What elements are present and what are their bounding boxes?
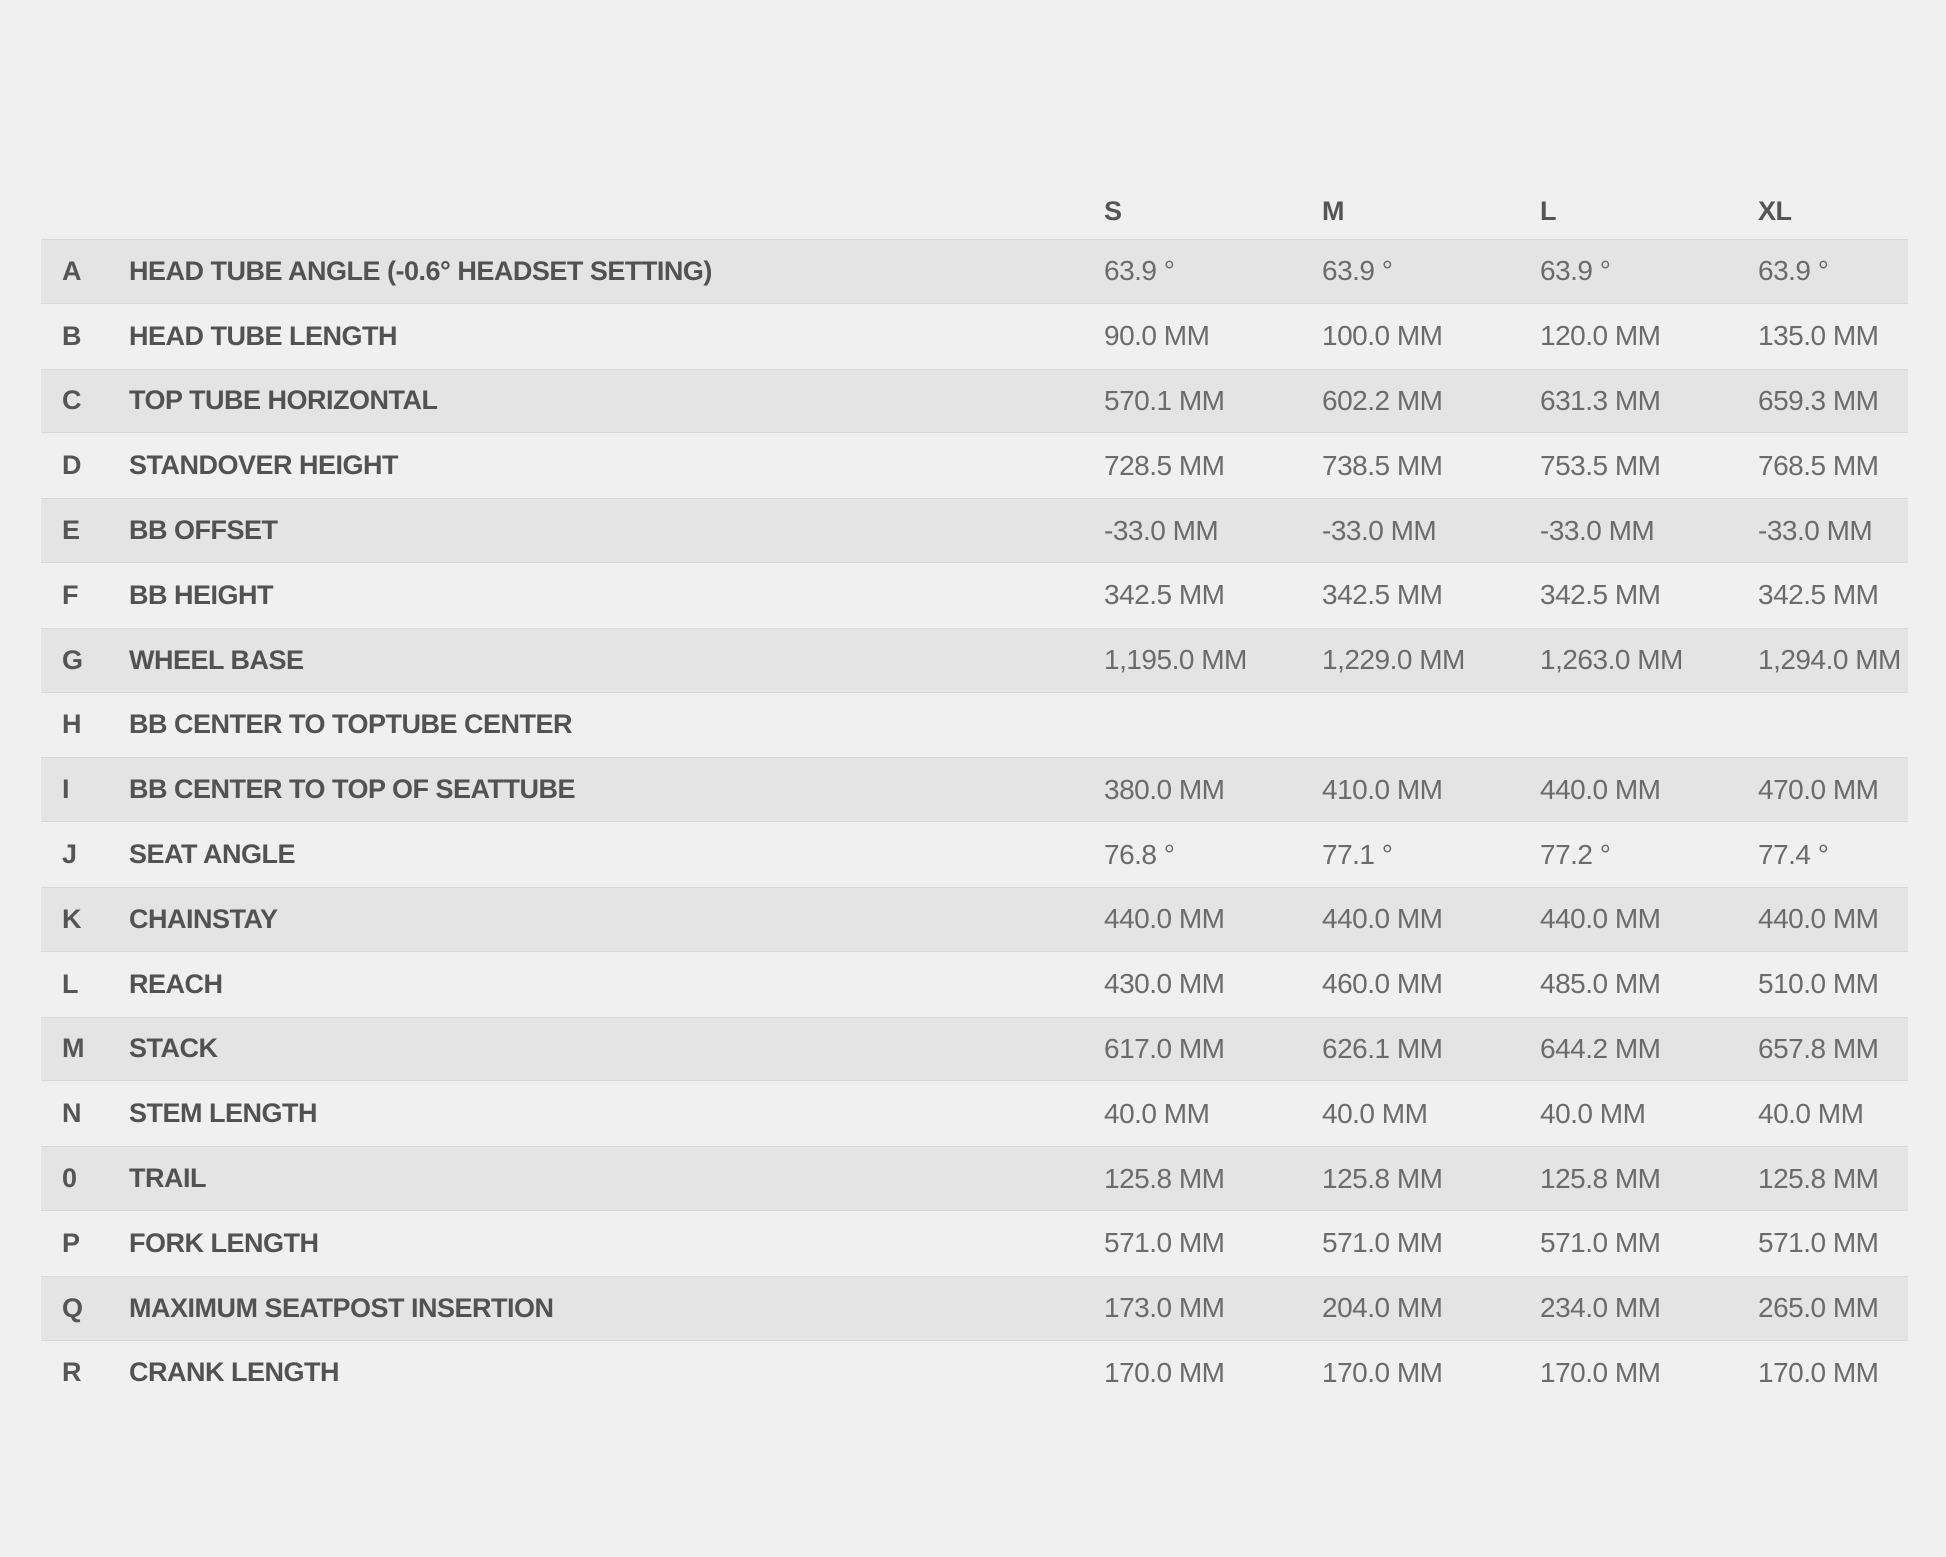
- cell-value-m: 40.0 MM: [1322, 1097, 1428, 1129]
- cell-value-xl: 63.9 °: [1758, 255, 1829, 287]
- cell-value-m: 63.9 °: [1322, 255, 1393, 287]
- cell-value-s: 342.5 MM: [1104, 579, 1225, 611]
- column-header-s: S: [1104, 195, 1122, 226]
- row-letter: L: [62, 968, 78, 999]
- cell-value-l: 644.2 MM: [1540, 1032, 1661, 1064]
- cell-value-s: 173.0 MM: [1104, 1292, 1225, 1324]
- row-label: STACK: [129, 1033, 218, 1064]
- cell-value-m: -33.0 MM: [1322, 514, 1437, 546]
- cell-value-m: 77.1 °: [1322, 838, 1393, 870]
- cell-value-xl: 571.0 MM: [1758, 1227, 1879, 1259]
- row-label: BB HEIGHT: [129, 579, 273, 610]
- row-letter: Q: [62, 1292, 83, 1323]
- cell-value-xl: 125.8 MM: [1758, 1162, 1879, 1194]
- cell-value-xl: 768.5 MM: [1758, 449, 1879, 481]
- row-label: SEAT ANGLE: [129, 839, 296, 870]
- cell-value-s: 76.8 °: [1104, 838, 1175, 870]
- cell-value-l: 440.0 MM: [1540, 773, 1661, 805]
- cell-value-m: 170.0 MM: [1322, 1356, 1443, 1388]
- row-letter: J: [62, 839, 77, 870]
- cell-value-s: 125.8 MM: [1104, 1162, 1225, 1194]
- cell-value-xl: 657.8 MM: [1758, 1032, 1879, 1064]
- table-body: [41, 239, 1908, 1405]
- table-row: [41, 369, 1908, 434]
- cell-value-xl: 510.0 MM: [1758, 968, 1879, 1000]
- row-label: CHAINSTAY: [129, 903, 278, 934]
- cell-value-xl: 440.0 MM: [1758, 903, 1879, 935]
- cell-value-m: 1,229.0 MM: [1322, 644, 1465, 676]
- cell-value-s: -33.0 MM: [1104, 514, 1219, 546]
- cell-value-s: 63.9 °: [1104, 255, 1175, 287]
- cell-value-m: 738.5 MM: [1322, 449, 1443, 481]
- cell-value-s: 617.0 MM: [1104, 1032, 1225, 1064]
- row-label: STEM LENGTH: [129, 1098, 317, 1129]
- table-row: [41, 887, 1908, 952]
- cell-value-m: 440.0 MM: [1322, 903, 1443, 935]
- row-letter: H: [62, 709, 81, 740]
- cell-value-l: 40.0 MM: [1540, 1097, 1646, 1129]
- table-row: [41, 757, 1908, 822]
- cell-value-m: 125.8 MM: [1322, 1162, 1443, 1194]
- table-row: [41, 822, 1908, 887]
- row-letter: C: [62, 385, 81, 416]
- row-label: TRAIL: [129, 1163, 206, 1194]
- cell-value-s: 170.0 MM: [1104, 1356, 1225, 1388]
- row-label: WHEEL BASE: [129, 644, 304, 675]
- table-row: [41, 1276, 1908, 1341]
- row-letter: F: [62, 579, 78, 610]
- table-row: [41, 693, 1908, 758]
- geometry-table: [41, 183, 1908, 1405]
- row-label: BB CENTER TO TOP OF SEATTUBE: [129, 774, 576, 805]
- table-header-row: [41, 183, 1908, 239]
- cell-value-m: 460.0 MM: [1322, 968, 1443, 1000]
- cell-value-xl: 1,294.0 MM: [1758, 644, 1901, 676]
- cell-value-xl: 135.0 MM: [1758, 320, 1879, 352]
- row-letter: R: [62, 1357, 81, 1388]
- cell-value-s: 571.0 MM: [1104, 1227, 1225, 1259]
- table-row: [41, 952, 1908, 1017]
- cell-value-xl: 170.0 MM: [1758, 1356, 1879, 1388]
- cell-value-l: 1,263.0 MM: [1540, 644, 1683, 676]
- row-letter: B: [62, 320, 81, 351]
- row-label: HEAD TUBE LENGTH: [129, 320, 397, 351]
- row-label: REACH: [129, 968, 223, 999]
- row-letter: G: [62, 644, 83, 675]
- row-letter: K: [62, 903, 81, 934]
- cell-value-l: 77.2 °: [1540, 838, 1611, 870]
- row-label: BB OFFSET: [129, 515, 278, 546]
- cell-value-l: 342.5 MM: [1540, 579, 1661, 611]
- cell-value-m: 602.2 MM: [1322, 384, 1443, 416]
- cell-value-l: 63.9 °: [1540, 255, 1611, 287]
- row-label: MAXIMUM SEATPOST INSERTION: [129, 1292, 554, 1323]
- table-row: [41, 1341, 1908, 1406]
- cell-value-l: 485.0 MM: [1540, 968, 1661, 1000]
- row-label: FORK LENGTH: [129, 1227, 319, 1258]
- cell-value-xl: 342.5 MM: [1758, 579, 1879, 611]
- cell-value-s: 90.0 MM: [1104, 320, 1210, 352]
- row-letter: I: [62, 774, 70, 805]
- row-letter: A: [62, 255, 81, 286]
- row-letter: E: [62, 515, 80, 546]
- row-letter: M: [62, 1033, 84, 1064]
- cell-value-l: -33.0 MM: [1540, 514, 1655, 546]
- cell-value-s: 40.0 MM: [1104, 1097, 1210, 1129]
- row-label: HEAD TUBE ANGLE (-0.6° HEADSET SETTING): [129, 255, 712, 286]
- cell-value-xl: -33.0 MM: [1758, 514, 1873, 546]
- cell-value-s: 380.0 MM: [1104, 773, 1225, 805]
- row-label: TOP TUBE HORIZONTAL: [129, 385, 438, 416]
- cell-value-s: 430.0 MM: [1104, 968, 1225, 1000]
- row-letter: N: [62, 1098, 81, 1129]
- column-header-l: L: [1540, 195, 1556, 226]
- table-row: [41, 563, 1908, 628]
- row-letter: 0: [62, 1163, 77, 1194]
- cell-value-s: 728.5 MM: [1104, 449, 1225, 481]
- cell-value-l: 440.0 MM: [1540, 903, 1661, 935]
- cell-value-l: 631.3 MM: [1540, 384, 1661, 416]
- cell-value-s: 570.1 MM: [1104, 384, 1225, 416]
- cell-value-m: 204.0 MM: [1322, 1292, 1443, 1324]
- cell-value-m: 410.0 MM: [1322, 773, 1443, 805]
- table-row: [41, 498, 1908, 563]
- column-header-m: M: [1322, 195, 1344, 226]
- cell-value-xl: 265.0 MM: [1758, 1292, 1879, 1324]
- table-row: [41, 628, 1908, 693]
- table-row: [41, 1211, 1908, 1276]
- cell-value-m: 626.1 MM: [1322, 1032, 1443, 1064]
- cell-value-m: 571.0 MM: [1322, 1227, 1443, 1259]
- cell-value-s: 440.0 MM: [1104, 903, 1225, 935]
- cell-value-xl: 659.3 MM: [1758, 384, 1879, 416]
- cell-value-s: 1,195.0 MM: [1104, 644, 1247, 676]
- row-letter: P: [62, 1227, 80, 1258]
- table-row: [41, 304, 1908, 369]
- cell-value-l: 753.5 MM: [1540, 449, 1661, 481]
- row-label: CRANK LENGTH: [129, 1357, 339, 1388]
- cell-value-l: 125.8 MM: [1540, 1162, 1661, 1194]
- table-row: [41, 1146, 1908, 1211]
- cell-value-l: 120.0 MM: [1540, 320, 1661, 352]
- table-row: [41, 1017, 1908, 1082]
- cell-value-l: 234.0 MM: [1540, 1292, 1661, 1324]
- row-label: STANDOVER HEIGHT: [129, 450, 399, 481]
- table-row: [41, 1081, 1908, 1146]
- table-row: [41, 239, 1908, 304]
- cell-value-l: 170.0 MM: [1540, 1356, 1661, 1388]
- table-row: [41, 433, 1908, 498]
- cell-value-l: 571.0 MM: [1540, 1227, 1661, 1259]
- cell-value-xl: 40.0 MM: [1758, 1097, 1864, 1129]
- cell-value-m: 100.0 MM: [1322, 320, 1443, 352]
- cell-value-xl: 470.0 MM: [1758, 773, 1879, 805]
- row-label: BB CENTER TO TOPTUBE CENTER: [129, 709, 573, 740]
- row-letter: D: [62, 450, 81, 481]
- cell-value-xl: 77.4 °: [1758, 838, 1829, 870]
- column-header-xl: XL: [1758, 195, 1792, 226]
- cell-value-m: 342.5 MM: [1322, 579, 1443, 611]
